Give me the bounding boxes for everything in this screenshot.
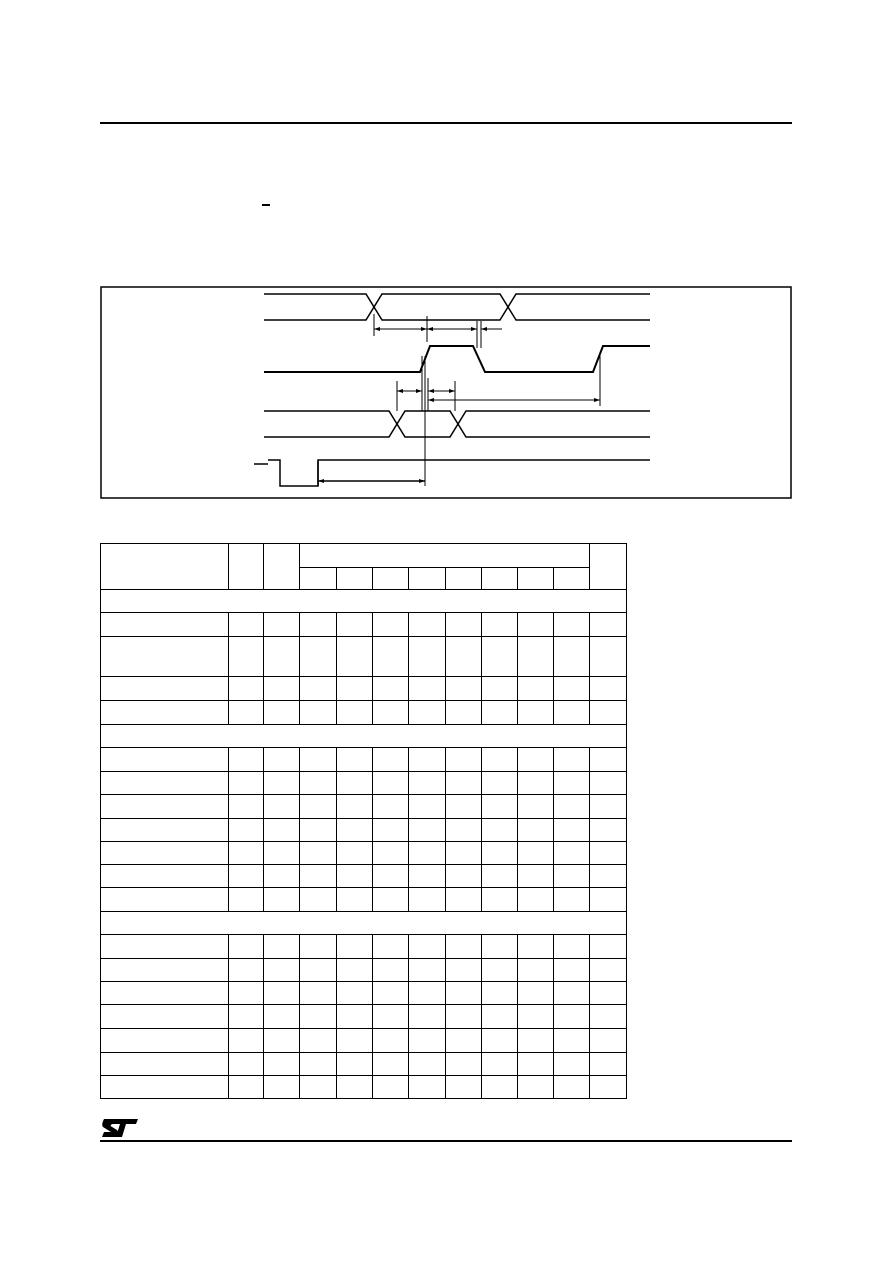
header-sub-1 <box>300 568 337 590</box>
table-row <box>101 842 823 865</box>
signal-bus-3 <box>264 411 650 437</box>
timing-markers-b <box>397 356 600 486</box>
table-row <box>101 818 823 841</box>
signal-pulse-2 <box>264 346 650 372</box>
header-row-1 <box>101 544 823 568</box>
section-row-2 <box>101 725 823 748</box>
signal-bus-1 <box>264 294 650 320</box>
header-sub-5 <box>446 568 482 590</box>
table-row <box>101 934 823 958</box>
table-row <box>101 636 823 676</box>
header-sub-6 <box>482 568 518 590</box>
table-row <box>101 958 823 981</box>
st-logo <box>100 1116 140 1140</box>
header-rule <box>100 122 792 124</box>
table-row <box>101 613 823 636</box>
table-row <box>101 982 823 1005</box>
parameter-table <box>100 543 823 1099</box>
header-col-3 <box>264 544 300 590</box>
header-sub-4 <box>409 568 446 590</box>
timing-markers-a <box>374 314 502 348</box>
table-row <box>101 771 823 794</box>
header-sub-8 <box>554 568 590 590</box>
section-row-3 <box>101 911 823 934</box>
signal-strobe-4 <box>254 460 650 486</box>
section-row-1 <box>101 590 823 613</box>
table-row <box>101 1005 823 1029</box>
diagram-border <box>101 287 791 498</box>
timing-diagram <box>100 286 792 499</box>
header-sub-7 <box>518 568 554 590</box>
overline-mark <box>262 204 270 206</box>
table-row <box>101 1075 823 1098</box>
table-row <box>101 1029 823 1052</box>
header-sub-2 <box>337 568 373 590</box>
table-row <box>101 794 823 818</box>
header-parameter <box>101 544 229 590</box>
table-row <box>101 888 823 911</box>
table-row <box>101 748 823 771</box>
header-sub-3 <box>373 568 409 590</box>
header-col-2 <box>229 544 264 590</box>
table-row <box>101 701 823 725</box>
header-conditions <box>590 544 627 590</box>
footer-rule <box>100 1140 792 1142</box>
table-row <box>101 676 823 700</box>
table-row <box>101 865 823 888</box>
table-row <box>101 1052 823 1075</box>
header-values-group <box>300 544 590 568</box>
